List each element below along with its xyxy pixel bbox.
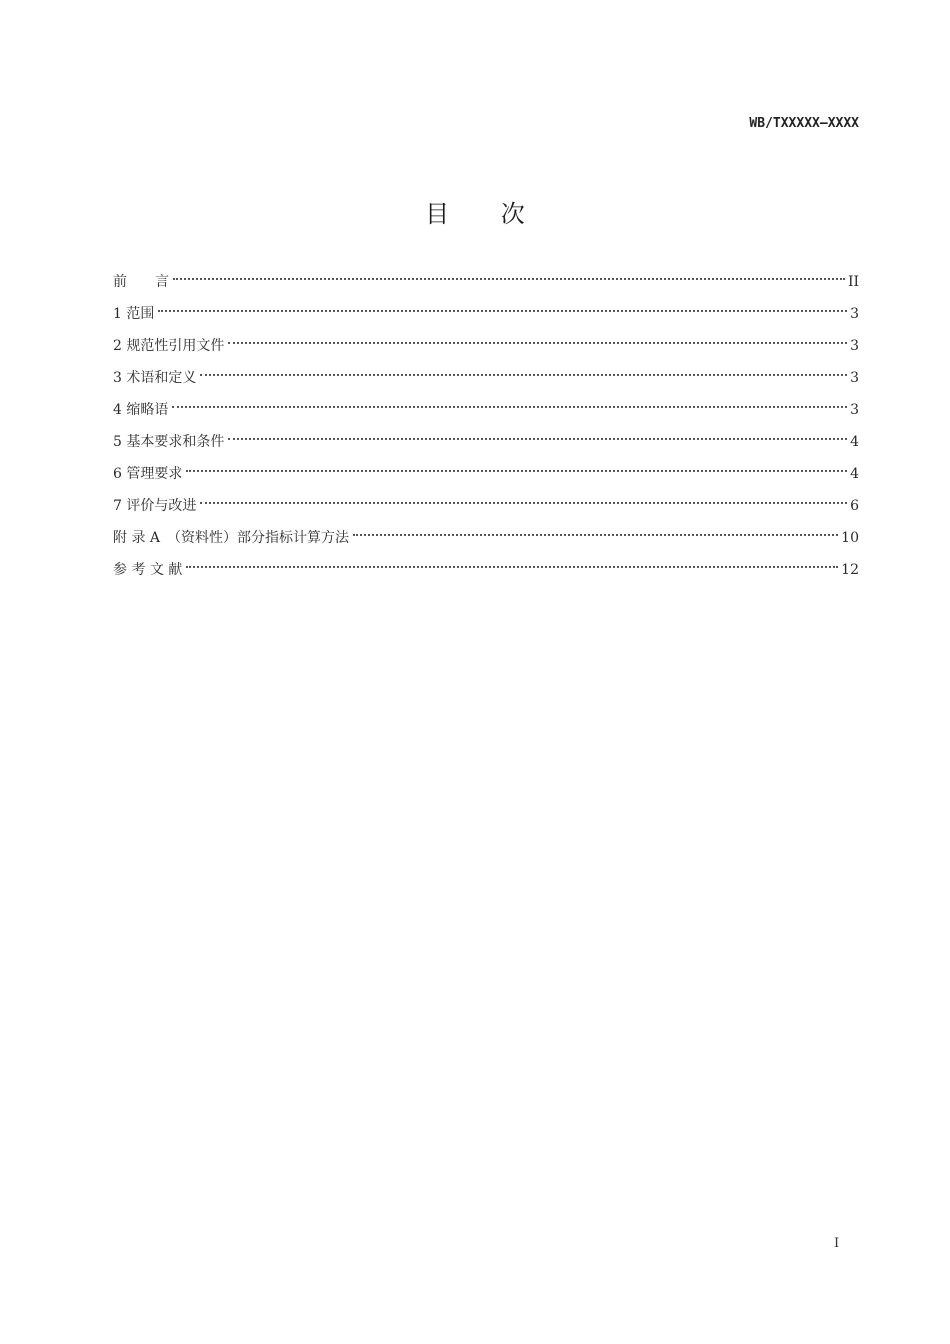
dot-leader	[228, 326, 847, 350]
toc-entry-label: 附 录 A （资料性）部分指标计算方法	[113, 530, 350, 546]
dot-leader	[200, 486, 847, 510]
toc-entry-page: 6	[850, 498, 859, 514]
toc-entry-scope[interactable]	[113, 294, 859, 326]
dot-leader	[228, 422, 847, 446]
toc-entry-label: 4 缩略语	[113, 402, 169, 418]
toc-entry-page: 4	[850, 434, 859, 450]
toc-entry-evaluation-improvement[interactable]	[113, 486, 859, 518]
toc-entry-label: 参 考 文 献	[113, 562, 183, 578]
toc-entry-label: 2 规范性引用文件	[113, 338, 225, 354]
toc-entry-page: 3	[850, 402, 859, 418]
toc-entry-page: 3	[850, 306, 859, 322]
toc-entry-page: II	[847, 274, 859, 290]
toc-title: 目 次	[425, 200, 547, 228]
toc-entry-page: 3	[850, 338, 859, 354]
dot-leader	[186, 550, 838, 574]
dot-leader	[186, 454, 847, 478]
toc-entry-label: 3 术语和定义	[113, 370, 197, 386]
toc-entry-label: 前 言	[113, 274, 169, 290]
dot-leader	[200, 358, 847, 382]
toc-entry-appendix-a[interactable]	[113, 518, 859, 550]
dot-leader	[173, 262, 845, 286]
toc-entry-bibliography[interactable]	[113, 550, 859, 582]
toc-entry-basic-requirements[interactable]	[113, 422, 859, 454]
toc-entry-label: 5 基本要求和条件	[113, 434, 225, 450]
toc-entry-foreword[interactable]	[113, 262, 859, 294]
toc-entry-terms-definitions[interactable]	[113, 358, 859, 390]
toc-entry-label: 6 管理要求	[113, 466, 183, 482]
table-of-contents	[113, 262, 859, 582]
dot-leader	[353, 518, 838, 542]
document-code: WB/TXXXXX—XXXX	[749, 116, 859, 131]
toc-entry-page: 12	[841, 562, 859, 578]
toc-entry-label: 7 评价与改进	[113, 498, 197, 514]
toc-entry-page: 10	[841, 530, 859, 546]
toc-entry-abbreviations[interactable]	[113, 390, 859, 422]
toc-entry-page: 3	[850, 370, 859, 386]
page-number: I	[834, 1236, 840, 1251]
dot-leader	[158, 294, 847, 318]
toc-entry-label: 1 范围	[113, 306, 155, 322]
toc-entry-page: 4	[850, 466, 859, 482]
toc-entry-normative-references[interactable]	[113, 326, 859, 358]
dot-leader	[172, 390, 847, 414]
toc-entry-management-requirements[interactable]	[113, 454, 859, 486]
